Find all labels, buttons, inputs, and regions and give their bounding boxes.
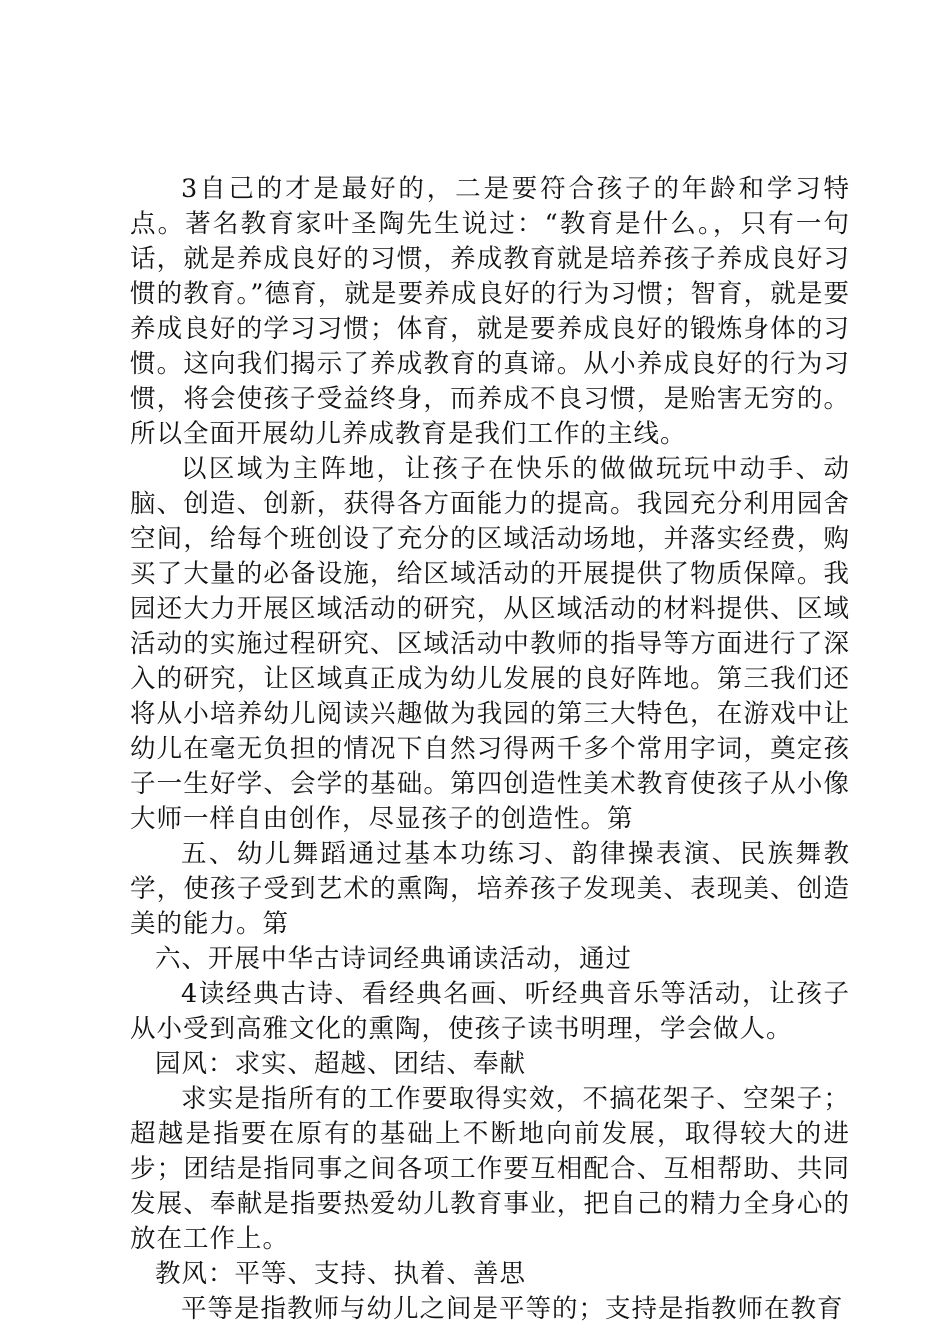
paragraph-school-style-detail: 求实是指所有的工作要取得实效，不搞花架子、空架子；超越是指要在原有的基础上不断地向前发展，取得较大的进步；团结是指同事之间各项工作要互相配合、互相帮助、共同发展、奉献是指要热爱幼儿教育事业，把自己的精力全身心的放在工作上。	[130, 1084, 850, 1254]
paragraph-habit-education: 3自己的才是最好的，二是要符合孩子的年龄和学习特点。著名教育家叶圣陶先生说过：“教育是什么。，只有一句话，就是养成良好的习惯，养成教育就是培养孩子养成良好习惯的教育。”德育，就是要养成良好的行为习惯；智育，就是要养成良好的学习习惯；体育，就是要养成良好的锻炼身体的习惯。这向我们揭示了养成教育的真谛。从小养成良好的行为习惯，将会使孩子受益终身，而养成不良习惯，是贻害无穷的。所以全面开展幼儿养成教育是我们工作的主线。	[130, 174, 850, 449]
heading-school-style: 园风：求实、超越、团结、奉献	[155, 1049, 527, 1079]
paragraph-area-activities: 以区域为主阵地，让孩子在快乐的做做玩玩中动手、动脑、创造、创新，获得各方面能力的提高。我园充分利用园舍空间，给每个班创设了充分的区域活动场地，并落实经费，购买了大量的必备设施，给区域活动的开展提供了物质保障。我园还大力开展区域活动的研究，从区域活动的材料提供、区域活动的实施过程研究、区域活动中教师的指导等方面进行了深入的研究，让区域真正成为幼儿发展的良好阵地。第三我们还将从小培养幼儿阅读兴趣做为我园的第三大特色，在游戏中让幼儿在毫无负担的情况下自然习得两千多个常用字词，奠定孩子一生好学、会学的基础。第四创造性美术教育使孩子从小像大师一样自由创作，尽显孩子的创造性。第	[130, 454, 850, 834]
paragraph-classic-poetry: 六、开展中华古诗词经典诵读活动，通过	[155, 944, 633, 974]
paragraph-teaching-style-detail: 平等是指教师与幼儿之间是平等的；支持是指教师在教育	[181, 1294, 844, 1324]
document-page	[130, 172, 850, 1327]
heading-teaching-style: 教风：平等、支持、执着、善思	[155, 1259, 527, 1289]
paragraph-classic-reading: 4读经典古诗、看经典名画、听经典音乐等活动，让孩子从小受到高雅文化的熏陶，使孩子读书明理，学会做人。	[130, 979, 850, 1044]
paragraph-dance: 五、幼儿舞蹈通过基本功练习、韵律操表演、民族舞教学，使孩子受到艺术的熏陶，培养孩子发现美、表现美、创造美的能力。第	[130, 839, 850, 939]
